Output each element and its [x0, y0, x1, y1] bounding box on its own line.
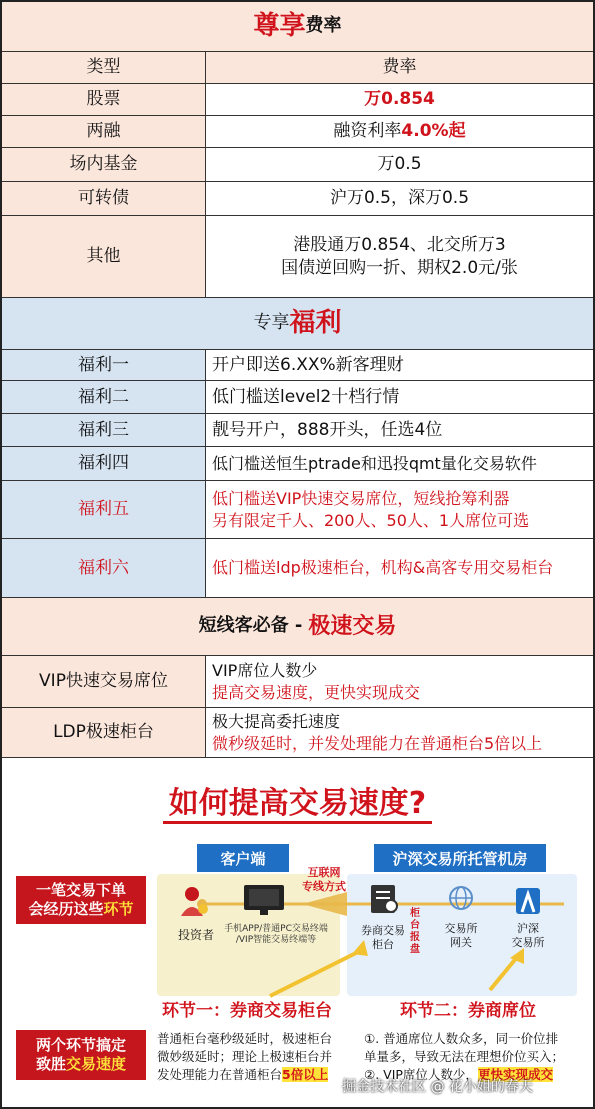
exchange-node-label	[500, 922, 556, 951]
broker-counter-icon	[367, 882, 401, 916]
benefit-label: 福利四	[2, 447, 206, 480]
step1-desc-line	[157, 1066, 357, 1084]
terminal-line: /VIP智能交易终端等	[235, 935, 317, 946]
benefit-text: 靓号开户，888开头，任选4位	[212, 419, 443, 440]
benefit-label: 福利六	[2, 539, 206, 597]
benefits-title-prefix: 专享	[253, 312, 290, 334]
speed-row	[2, 656, 593, 708]
benefit-text: 开户即送6.XX%新客理财	[212, 354, 404, 375]
fee-row	[2, 84, 593, 116]
col-rate-header: 费率	[382, 57, 417, 78]
gateway-icon	[446, 884, 476, 916]
flow-arrow	[302, 892, 347, 916]
step2-label: 环节二：券商席位	[400, 1001, 536, 1021]
speed-diagram	[2, 758, 593, 1107]
benefits-title	[2, 298, 593, 349]
benefit-row	[2, 539, 593, 598]
broker-counter-label	[353, 924, 413, 953]
step1-desc-line: 普通柜台毫秒级延时，极速柜台	[157, 1031, 333, 1046]
fee-title-highlight: 尊享	[253, 10, 306, 41]
fee-title-rest: 费率	[305, 15, 342, 37]
step2-pointer	[490, 956, 518, 990]
cabinet-report-label: 柜台 报盘	[410, 908, 420, 955]
rate-prefix: 融资利率	[333, 121, 402, 142]
bottom-note-line: 两个环节搞定	[35, 1035, 126, 1054]
fee-row-rate	[206, 116, 593, 147]
rate-line: 国债逆回购一折、期权2.0元/张	[281, 257, 518, 278]
benefit-label: 福利一	[2, 350, 206, 380]
terminal-line: 手机APP/普通PC交易终端	[224, 924, 328, 934]
fee-header	[2, 2, 593, 52]
speed-title	[2, 598, 593, 655]
fee-title	[2, 2, 593, 51]
benefit-label: 福利三	[2, 414, 206, 446]
fee-column-header	[2, 52, 593, 84]
fee-row-rate: 沪万0.5，深万0.5	[329, 188, 470, 209]
benefit-line: 低门槛送VIP快速交易席位，短线抢筹利器	[212, 488, 510, 508]
step1-desc-highlight: 5倍以上	[282, 1067, 329, 1083]
benefit-row	[2, 481, 593, 539]
internet-line: 互联网	[307, 866, 341, 879]
internet-line: 专线方式	[302, 880, 346, 894]
step1-description	[157, 1030, 357, 1084]
rate-line: 港股通万0.854、北交所万3	[293, 234, 506, 255]
client-label: 客户端	[197, 844, 289, 872]
step2-desc-line: 单量多，导致无法在理想价位买入；	[364, 1049, 565, 1065]
col-type-header: 类型	[2, 52, 206, 83]
fee-row	[2, 116, 593, 148]
gateway-line: 网关	[450, 936, 472, 950]
speed-line: 提高交易速度，更快实现成交	[212, 682, 421, 702]
speed-title-highlight: 极速交易	[308, 613, 397, 639]
benefit-row	[2, 414, 593, 447]
investor-label: 投资者	[177, 928, 214, 942]
speed-header	[2, 598, 593, 656]
benefits-header	[2, 298, 593, 350]
step1-label: 环节一：券商交易柜台	[162, 1001, 332, 1021]
benefit-row	[2, 447, 593, 481]
speed-title-prefix: 短线客必备 -	[198, 615, 303, 637]
exchange-line: 交易所	[511, 936, 545, 950]
bottom-note-highlight: 交易速度	[66, 1055, 127, 1073]
benefit-row	[2, 381, 593, 414]
benefit-label: 福利二	[2, 381, 206, 413]
fee-row-rate: 万0.5	[377, 154, 422, 175]
fee-row-type: 其他	[2, 216, 206, 297]
fee-row	[2, 182, 593, 216]
step2-desc-prefix: ②. VIP席位人数少，	[364, 1067, 478, 1083]
speed-line: 极大提高委托速度	[212, 711, 341, 731]
speed-line: 微秒级延时，并发处理能力在普通柜台5倍以上	[212, 733, 543, 753]
bottom-note-line	[16, 1055, 146, 1075]
benefit-text	[206, 481, 593, 538]
step1-pointer	[270, 950, 362, 996]
fee-row-type: 两融	[2, 116, 206, 147]
benefit-line: 另有限定千人、200人、50人、1人席位可选	[212, 510, 530, 530]
speed-row	[2, 708, 593, 758]
broker-line: 柜台	[372, 938, 394, 952]
fee-row-type: 股票	[2, 84, 206, 115]
speed-line: VIP席位人数少	[212, 660, 318, 680]
terminal-label	[221, 924, 331, 947]
benefit-text: 低门槛送level2十档行情	[212, 386, 400, 407]
benefit-row	[2, 350, 593, 381]
benefit-label: 福利五	[2, 481, 206, 538]
step1-desc-line: 微妙级延时；理论上极速柜台并	[157, 1049, 333, 1065]
step2-desc-highlight: 更快实现成交	[477, 1067, 553, 1083]
bottom-note-prefix: 致胜	[35, 1055, 66, 1073]
exchange-line: 沪深	[517, 922, 539, 935]
fee-row-rate: 万0.854	[364, 89, 435, 110]
step2-desc-line: ①. 普通席位人数众多，同一价位排	[364, 1031, 559, 1046]
gateway-label	[434, 922, 488, 951]
exchange-icon	[512, 882, 544, 916]
gateway-line: 交易所	[444, 922, 478, 935]
fee-row-type: 场内基金	[2, 148, 206, 181]
benefit-text: 低门槛送ldp极速柜台，机构&高客专用交易柜台	[212, 558, 554, 578]
exchange-label: 沪深交易所托管机房	[374, 844, 546, 872]
fee-row	[2, 148, 593, 182]
investor-icon	[179, 884, 209, 918]
watermark: 掘金技术社区 @ 花小姐的春天	[342, 1079, 533, 1095]
left-note-line: 一笔交易下单	[35, 880, 126, 899]
speed-text	[206, 656, 593, 707]
speed-label: LDP极速柜台	[2, 708, 206, 757]
speed-label: VIP快速交易席位	[2, 656, 206, 707]
benefit-text: 低门槛送恒生ptrade和迅投qmt量化交易软件	[212, 453, 537, 473]
left-note-prefix: 会经历这些	[28, 900, 104, 918]
rate-highlight: 4.0%起	[401, 121, 466, 142]
speed-text	[206, 708, 593, 757]
fee-row-rate	[206, 216, 593, 297]
benefits-title-highlight: 福利	[289, 307, 342, 338]
fee-row-type: 可转债	[2, 182, 206, 215]
broker-line: 券商交易	[361, 924, 405, 937]
bottom-note	[16, 1030, 146, 1080]
fee-row	[2, 216, 593, 298]
diagram-title: 如何提高交易速度?	[163, 786, 432, 824]
left-note-highlight: 环节	[103, 900, 134, 918]
step1-desc-prefix: 发处理能力在普通柜台	[157, 1067, 283, 1083]
terminal-icon	[241, 882, 287, 918]
